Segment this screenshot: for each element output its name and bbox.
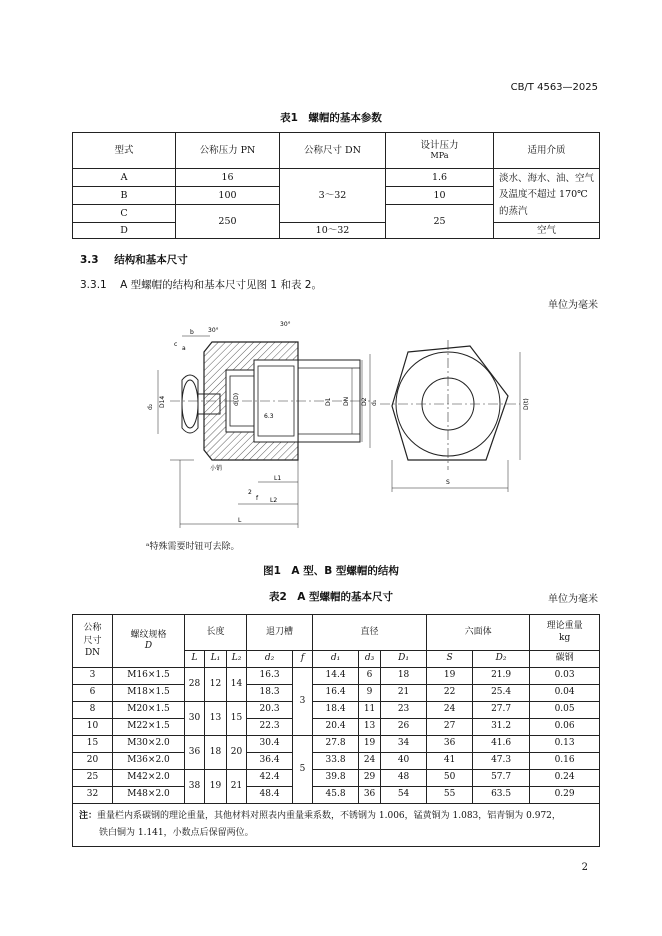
section-3-3-1-text: A 型螺帽的结构和基本尺寸见图 1 和表 2。	[120, 279, 322, 291]
t2-sub-D2: D₂	[473, 651, 530, 668]
t2-D1: 48	[381, 770, 427, 787]
fig-S: S	[446, 479, 450, 486]
fig-a: a	[182, 345, 186, 352]
t1-type-b: B	[73, 187, 176, 205]
fig-b: b	[190, 329, 194, 336]
t1-header-medium: 适用介质	[494, 133, 600, 169]
table-row	[73, 770, 600, 787]
t2-dn: 20	[73, 753, 113, 770]
t2-note-label: 注：	[79, 811, 98, 821]
t2-L: 38	[185, 770, 205, 804]
t2-S: 22	[427, 685, 473, 702]
t2-dn: 25	[73, 770, 113, 787]
fig-D14: D14	[159, 395, 166, 408]
t2-L1: 19	[205, 770, 227, 804]
side-view	[147, 321, 378, 528]
t2-f: 3	[293, 668, 313, 736]
t2-thread-l2: D	[144, 641, 153, 651]
t1-header-dp-label: 设计压力	[420, 139, 459, 151]
t2-S: 36	[427, 736, 473, 753]
t2-d3: 29	[359, 770, 381, 787]
table-row	[73, 668, 600, 685]
t2-weight: 0.06	[530, 719, 600, 736]
t2-D1: 21	[381, 685, 427, 702]
t2-L2: 14	[227, 668, 247, 702]
table2-unit: 单位为毫米	[548, 594, 598, 605]
fig-f: f	[256, 495, 259, 502]
t1-dn-d: 10～32	[280, 223, 386, 239]
t2-d1: 39.8	[313, 770, 359, 787]
t2-sub-S: S	[427, 651, 473, 668]
t2-dn: 32	[73, 787, 113, 804]
t1-type-a: A	[73, 169, 176, 187]
t2-dn: 10	[73, 719, 113, 736]
t2-D1: 23	[381, 702, 427, 719]
t2-sub-d3: d₃	[359, 651, 381, 668]
t2-thread: M42×2.0	[113, 770, 185, 787]
t2-D2: 47.3	[473, 753, 530, 770]
t2-sub-L2: L₂	[227, 651, 247, 668]
t2-head-groove: 退刀槽	[247, 615, 313, 651]
t1-type-c: C	[73, 205, 176, 223]
t1-header-type: 型式	[73, 133, 176, 169]
t2-thread: M36×2.0	[113, 753, 185, 770]
t2-D2: 21.9	[473, 668, 530, 685]
table2-note	[73, 804, 600, 847]
t2-head-diameter: 直径	[313, 615, 427, 651]
t2-dn: 6	[73, 685, 113, 702]
t2-d3: 24	[359, 753, 381, 770]
t1-dp-b: 10	[386, 187, 494, 205]
t2-d3: 11	[359, 702, 381, 719]
t2-S: 27	[427, 719, 473, 736]
t2-D1: 18	[381, 668, 427, 685]
t2-d1: 20.4	[313, 719, 359, 736]
fig-angle2: 30°	[280, 321, 291, 328]
fig-rough: 6.3	[264, 413, 274, 420]
page-number: 2	[581, 862, 588, 873]
t2-head-nominal	[73, 615, 113, 668]
fig-nut-label: 小销	[210, 465, 223, 472]
t2-weight: 0.24	[530, 770, 600, 787]
section-3-3-num: 3.3	[80, 254, 99, 266]
t2-sub-L: L	[185, 651, 205, 668]
t2-S: 41	[427, 753, 473, 770]
t1-medium-abc: 淡水、海水、油、空气及温度不超过 170℃的蒸汽	[494, 169, 600, 223]
t2-D2: 27.7	[473, 702, 530, 719]
table-row	[73, 753, 600, 770]
fig-L1: L1	[274, 475, 282, 482]
t2-weight: 0.29	[530, 787, 600, 804]
t1-dp-a: 1.6	[386, 169, 494, 187]
t2-d3: 13	[359, 719, 381, 736]
t2-nominal-l3: DN	[84, 648, 101, 659]
t2-L: 36	[185, 736, 205, 770]
t2-d3: 36	[359, 787, 381, 804]
t2-d1: 33.8	[313, 753, 359, 770]
t2-d1: 45.8	[313, 787, 359, 804]
fig-Dt: D(t)	[523, 398, 530, 410]
t2-S: 50	[427, 770, 473, 787]
t2-weight: 0.03	[530, 668, 600, 685]
t2-d2: 18.3	[247, 685, 293, 702]
t2-thread: M30×2.0	[113, 736, 185, 753]
section-3-3-1-paragraph	[80, 277, 322, 292]
t2-D2: 31.2	[473, 719, 530, 736]
t2-L: 28	[185, 668, 205, 702]
t2-weight-l1: 理论重量	[546, 621, 583, 632]
t2-thread: M18×1.5	[113, 685, 185, 702]
fig-d2: d₂	[147, 403, 154, 410]
t2-weight-l2: kg	[558, 632, 571, 643]
t2-note-line2: 铁白铜为 1.141，小数点后保留两位。	[99, 828, 254, 839]
table-row	[73, 685, 600, 702]
t2-d2: 20.3	[247, 702, 293, 719]
fig-2c: 2	[248, 489, 252, 496]
t1-header-dn: 公称尺寸 DN	[280, 133, 386, 169]
table2	[72, 614, 600, 847]
t2-D2: 41.6	[473, 736, 530, 753]
fig-D1: D1	[325, 397, 332, 406]
fig-dD: d(D)	[233, 392, 240, 406]
fig-L: L	[238, 517, 242, 524]
section-3-3-1-num: 3.3.1	[80, 279, 107, 291]
t2-d3: 9	[359, 685, 381, 702]
t1-header-dp	[386, 133, 494, 169]
t2-sub-f: f	[293, 651, 313, 668]
section-3-3-heading	[80, 252, 188, 267]
t2-weight: 0.13	[530, 736, 600, 753]
t2-head-thread	[113, 615, 185, 668]
t2-L: 30	[185, 702, 205, 736]
fig-L2: L2	[270, 497, 278, 504]
t2-dn: 8	[73, 702, 113, 719]
t2-D1: 54	[381, 787, 427, 804]
t2-thread: M22×1.5	[113, 719, 185, 736]
t2-note-line1: 重量栏内系碳钢的理论重量，其他材料对照表内重量乘系数，不锈钢为 1.006，锰黄铜为 1.083，铝青铜为 0.972，	[97, 811, 561, 821]
t2-d2: 22.3	[247, 719, 293, 736]
t2-d3: 19	[359, 736, 381, 753]
t2-d3: 6	[359, 668, 381, 685]
t2-L1: 12	[205, 668, 227, 702]
fig-D2: D2	[361, 397, 368, 406]
t2-sub-d1: d₁	[313, 651, 359, 668]
t2-D2: 63.5	[473, 787, 530, 804]
t1-medium-d: 空气	[494, 223, 600, 239]
t2-d1: 16.4	[313, 685, 359, 702]
t1-header-pn: 公称压力 PN	[176, 133, 280, 169]
t2-head-weight	[530, 615, 600, 651]
section-3-3-title: 结构和基本尺寸	[114, 254, 188, 266]
t2-weight: 0.05	[530, 702, 600, 719]
table-row	[73, 787, 600, 804]
t2-L1: 18	[205, 736, 227, 770]
t2-nominal-l2: 尺寸	[83, 635, 102, 646]
t2-d2: 48.4	[247, 787, 293, 804]
fig-c: c	[174, 341, 178, 348]
table-row	[73, 719, 600, 736]
table2-caption: 表2 A 型螺帽的基本尺寸	[268, 591, 394, 603]
t2-D1: 34	[381, 736, 427, 753]
t2-d1: 27.8	[313, 736, 359, 753]
fig-d1: d₁	[371, 399, 378, 406]
t2-thread: M48×2.0	[113, 787, 185, 804]
t2-sub-d2: d₂	[247, 651, 293, 668]
doc-code: CB/T 4563—2025	[510, 82, 598, 93]
t2-weight: 0.04	[530, 685, 600, 702]
front-view	[380, 340, 530, 492]
t2-D1: 26	[381, 719, 427, 736]
t2-L1: 13	[205, 702, 227, 736]
t2-thread-l1: 螺纹规格	[130, 629, 167, 640]
unit-note: 单位为毫米	[548, 300, 598, 311]
figure1-drawing	[130, 310, 530, 540]
table-row	[73, 702, 600, 719]
t2-d2: 30.4	[247, 736, 293, 753]
t1-header-dp-unit: MPa	[430, 151, 449, 161]
t2-S: 55	[427, 787, 473, 804]
t2-S: 24	[427, 702, 473, 719]
t1-dp-cd: 25	[386, 205, 494, 239]
t2-D2: 25.4	[473, 685, 530, 702]
t1-pn-b: 100	[176, 187, 280, 205]
t2-S: 19	[427, 668, 473, 685]
t2-d1: 18.4	[313, 702, 359, 719]
fig-D: DN	[343, 396, 350, 406]
t2-head-length: 长度	[185, 615, 247, 651]
t2-thread: M20×1.5	[113, 702, 185, 719]
t2-d1: 14.4	[313, 668, 359, 685]
table1	[72, 132, 600, 239]
figure-footnote: ᵃ特殊需要时钮可去除。	[146, 542, 240, 552]
t2-nominal-l1: 公称	[83, 623, 102, 634]
t1-pn-cd: 250	[176, 205, 280, 239]
t2-d2: 42.4	[247, 770, 293, 787]
t2-sub-L1: L₁	[205, 651, 227, 668]
t2-d2: 36.4	[247, 753, 293, 770]
t2-weight: 0.16	[530, 753, 600, 770]
t2-f: 5	[293, 736, 313, 804]
t2-d2: 16.3	[247, 668, 293, 685]
figure1-caption: 图1 A 型、B 型螺帽的结构	[263, 565, 399, 577]
t2-dn: 15	[73, 736, 113, 753]
t1-pn-a: 16	[176, 169, 280, 187]
t2-sub-carbon: 碳钢	[530, 651, 600, 668]
table-row	[73, 736, 600, 753]
t2-D1: 40	[381, 753, 427, 770]
t2-D2: 57.7	[473, 770, 530, 787]
t1-type-d: D	[73, 223, 176, 239]
t2-L2: 21	[227, 770, 247, 804]
t2-head-hex: 六面体	[427, 615, 530, 651]
t2-L2: 15	[227, 702, 247, 736]
t1-dn-abc: 3～32	[280, 169, 386, 223]
t2-dn: 3	[73, 668, 113, 685]
t2-L2: 20	[227, 736, 247, 770]
t2-sub-D1: D₁	[381, 651, 427, 668]
fig-angle1: 30°	[208, 327, 219, 334]
table1-caption: 表1 螺帽的基本参数	[280, 112, 382, 124]
t2-thread: M16×1.5	[113, 668, 185, 685]
